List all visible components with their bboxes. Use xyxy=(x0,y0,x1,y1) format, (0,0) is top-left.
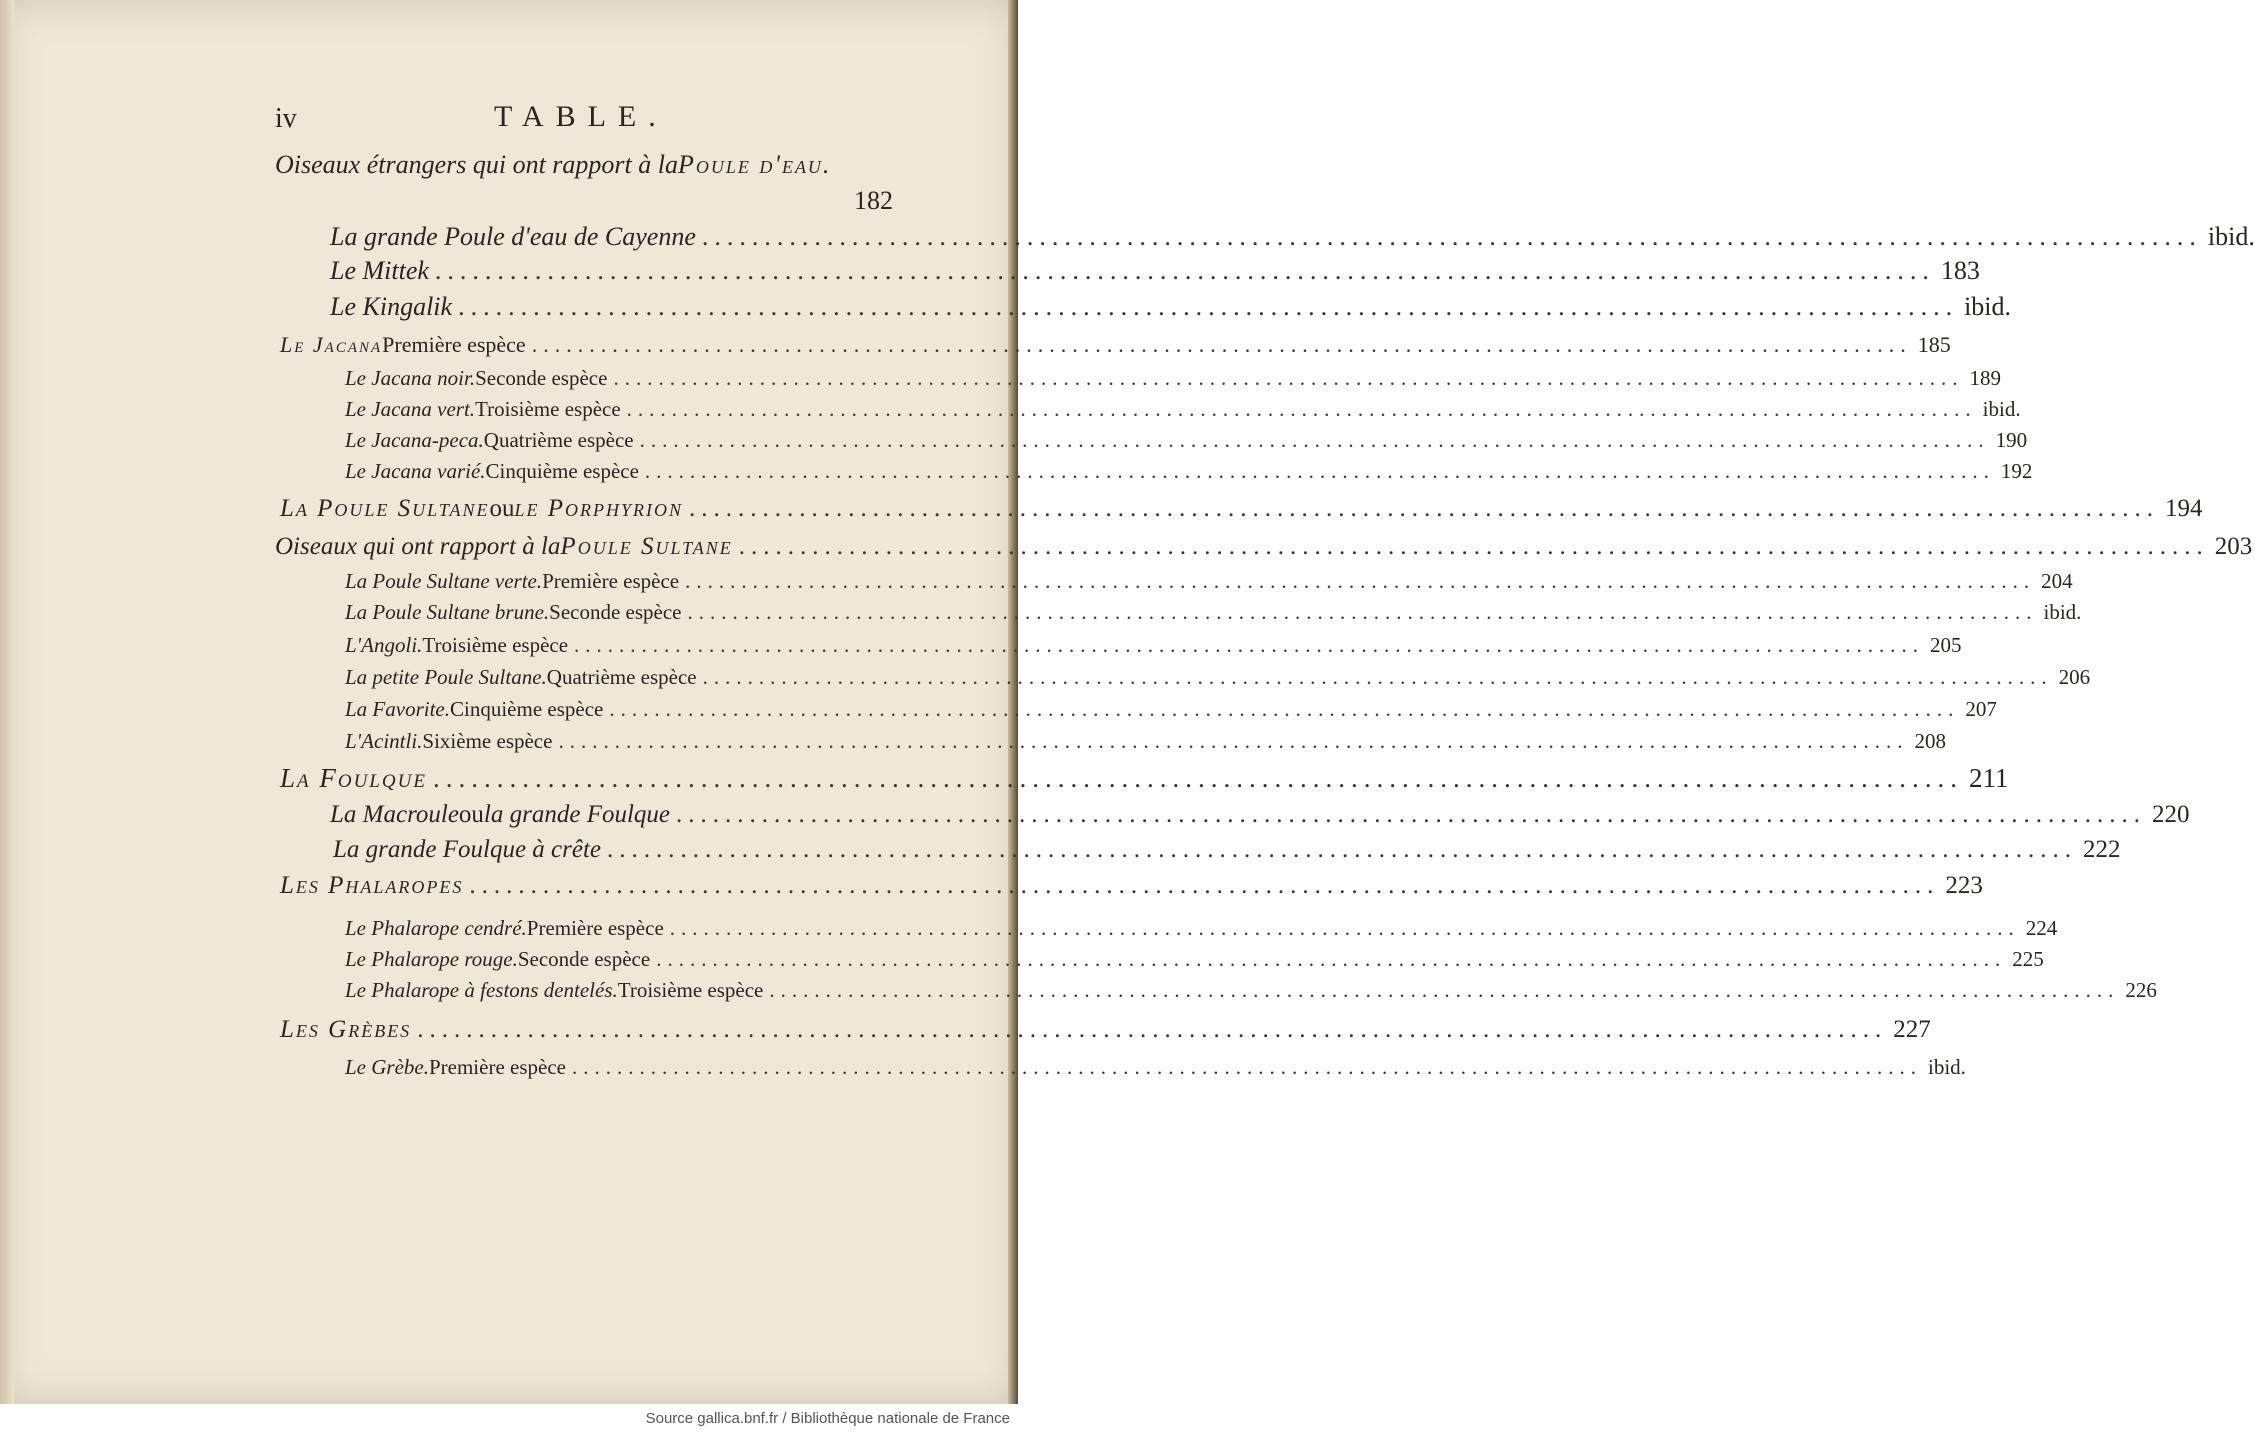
entry-text: L'Angoli. xyxy=(345,633,423,657)
toc-entry xyxy=(330,256,1980,286)
leader-dots: ........................................................................................................................ xyxy=(607,836,2078,863)
toc-entry xyxy=(333,836,2121,864)
entry-text: Première espèce xyxy=(428,1055,566,1079)
entry-text: le Porphyrion xyxy=(514,495,684,522)
entry-text: Le Phalarope à festons dentelés. xyxy=(345,978,618,1002)
page-number: 211 xyxy=(1968,763,2009,793)
toc-entry xyxy=(275,150,893,180)
entry-text: Troisième espèce xyxy=(475,397,621,421)
leader-dots: ........................................................................................................................ xyxy=(572,1055,1922,1079)
toc-entry xyxy=(345,1055,1966,1080)
page-number: 182 xyxy=(854,186,893,215)
leader-dots: ........................................................................................................................ xyxy=(702,665,2053,689)
leader-dots: ........................................................................................................................ xyxy=(469,872,1940,899)
toc-entry xyxy=(345,665,2091,690)
toc-entry xyxy=(280,1016,1931,1044)
page-number: 225 xyxy=(2012,947,2044,971)
toc-entry xyxy=(330,801,2190,829)
entry-text: Quatrième espèce xyxy=(546,665,697,689)
entry-text: La petite Poule Sultane. xyxy=(345,665,547,689)
toc-entry xyxy=(280,332,1951,358)
folio-number: iv xyxy=(275,103,297,134)
leader-dots: ........................................................................................................................ xyxy=(613,366,1964,390)
entry-text: Oiseaux étrangers qui ont rapport à la xyxy=(275,150,678,179)
leader-dots: ........................................................................................................................ xyxy=(609,697,1960,721)
entry-text: Le Jacana vert. xyxy=(345,397,476,421)
entry-text: Troisième espèce xyxy=(422,633,569,657)
toc-entry xyxy=(275,186,893,216)
page-number: ibid. xyxy=(2207,222,2255,251)
toc-entry xyxy=(345,569,2073,594)
entry-text: Sixième espèce xyxy=(422,729,553,753)
entry-text: Cinquième espèce xyxy=(450,697,604,721)
page-number: 194 xyxy=(2165,495,2203,522)
page-number: 204 xyxy=(2041,569,2073,593)
entry-text: Seconde espèce xyxy=(517,947,651,971)
toc-entry xyxy=(345,366,2001,391)
toc-entry xyxy=(345,600,2082,625)
entry-text: la grande Foulque xyxy=(483,801,671,828)
entry-text: Poule Sultane xyxy=(560,533,733,560)
entry-text: ou xyxy=(458,801,484,828)
entry-text: Les Grèbes xyxy=(280,1016,412,1043)
leader-dots: ........................................................................................................................ xyxy=(676,801,2147,828)
toc-entry xyxy=(345,697,1997,722)
entry-text: Quatrième espèce xyxy=(483,428,634,452)
entry-text: Le Jacana xyxy=(280,332,383,357)
entry-text: La grande Poule d'eau de Cayenne xyxy=(330,222,696,251)
toc-entry xyxy=(280,763,2009,794)
entry-text: Le Grèbe. xyxy=(345,1055,429,1079)
entry-text: Poule d'eau. xyxy=(678,150,832,179)
toc-entry xyxy=(280,872,1983,900)
toc-entry xyxy=(345,428,2028,453)
source-credit: Source gallica.bnf.fr / Bibliothèque nationale de France xyxy=(645,1410,1010,1427)
toc-entry xyxy=(330,292,2012,322)
entry-text: Première espèce xyxy=(382,332,526,357)
leader-dots: ........................................................................................................................ xyxy=(769,978,2120,1002)
leader-dots: ........................................................................................................................ xyxy=(689,495,2160,522)
entry-text: La Poule Sultane xyxy=(280,495,490,522)
page-number: 185 xyxy=(1917,332,1951,357)
leader-dots: ........................................................................................................................ xyxy=(417,1016,1888,1043)
entry-text: La Poule Sultane verte. xyxy=(345,569,543,593)
leader-dots: ........................................................................................................................ xyxy=(669,916,2020,940)
entry-text: La Foulque xyxy=(280,763,427,793)
entry-text: Le Phalarope rouge. xyxy=(345,947,518,971)
page-number: ibid. xyxy=(1964,292,2012,321)
toc-entry xyxy=(345,397,2021,422)
leader-dots: ........................................................................................................................ xyxy=(701,222,2202,251)
page-number: 206 xyxy=(2058,665,2091,689)
entry-text: La Poule Sultane brune. xyxy=(345,600,550,624)
page-number: 192 xyxy=(2000,459,2033,483)
toc-entry xyxy=(345,916,2058,941)
page-left-edge xyxy=(0,0,14,1404)
entry-text: Cinquième espèce xyxy=(485,459,639,483)
toc-entry xyxy=(345,978,2157,1003)
page-number: 190 xyxy=(1995,428,2028,452)
toc-entry xyxy=(345,633,1962,658)
page-number: 222 xyxy=(2083,836,2121,863)
page-number: 223 xyxy=(1945,872,1983,899)
page-number: 208 xyxy=(1914,729,1946,753)
page-number: 203 xyxy=(2214,533,2253,560)
leader-dots: ........................................................................................................................ xyxy=(687,600,2038,624)
toc-entry xyxy=(345,729,1946,754)
entry-text: La Favorite. xyxy=(345,697,450,721)
toc-entry xyxy=(345,459,2033,484)
entry-text: La Macroule xyxy=(330,801,459,828)
entry-text: La grande Foulque à crête xyxy=(333,836,602,863)
entry-text: Seconde espèce xyxy=(475,366,608,390)
leader-dots: ........................................................................................................................ xyxy=(644,459,1995,483)
entry-text: Seconde espèce xyxy=(549,600,682,624)
page-number: ibid. xyxy=(2043,600,2082,624)
leader-dots: ........................................................................................................................ xyxy=(639,428,1990,452)
page-number: 224 xyxy=(2025,916,2058,940)
page-number: ibid. xyxy=(1982,397,2021,421)
leader-dots: ........................................................................................................................ xyxy=(531,332,1912,357)
page-title: TABLE. xyxy=(494,100,668,133)
toc-entry xyxy=(345,947,2044,972)
page-number: 205 xyxy=(1930,633,1962,657)
page-number: 226 xyxy=(2125,978,2157,1002)
entry-text: Le Phalarope cendré. xyxy=(345,916,527,940)
entry-text: Le Jacana noir. xyxy=(345,366,476,390)
leader-dots: ........................................................................................................................ xyxy=(656,947,2007,971)
entry-text: Première espèce xyxy=(526,916,664,940)
entry-text: ou xyxy=(489,495,515,522)
leader-dots: ........................................................................................................................ xyxy=(432,763,1963,793)
leader-dots: ........................................................................................................................ xyxy=(626,397,1977,421)
leader-dots: ........................................................................................................................ xyxy=(558,729,1909,753)
entry-text: Première espèce xyxy=(542,569,680,593)
page-number: 227 xyxy=(1893,1016,1931,1043)
toc-entry xyxy=(275,533,2253,561)
leader-dots: ........................................................................................................................ xyxy=(685,569,2036,593)
page-number: ibid. xyxy=(1928,1055,1966,1079)
leader-dots: ........................................................................................................................ xyxy=(434,256,1935,285)
entry-text: Le Mittek xyxy=(330,256,429,285)
toc-entry xyxy=(280,495,2203,523)
entry-text: Troisième espèce xyxy=(617,978,764,1002)
entry-text: L'Acintli. xyxy=(345,729,423,753)
leader-dots: ........................................................................................................................ xyxy=(574,633,1925,657)
leader-dots: ........................................................................................................................ xyxy=(458,292,1959,321)
entry-text: Oiseaux qui ont rapport à la xyxy=(275,533,561,560)
page-number: 207 xyxy=(1965,697,1997,721)
entry-text: Le Jacana-peca. xyxy=(345,428,484,452)
toc-entry xyxy=(330,222,2255,252)
page-number: 189 xyxy=(1969,366,2001,390)
entry-text: Les Phalaropes xyxy=(280,872,464,899)
entry-text: Le Jacana varié. xyxy=(345,459,486,483)
page-number: 220 xyxy=(2152,801,2190,828)
entry-text: Le Kingalik xyxy=(330,292,453,321)
leader-dots: ........................................................................................................................ xyxy=(738,533,2209,560)
page-number: 183 xyxy=(1940,256,1980,285)
